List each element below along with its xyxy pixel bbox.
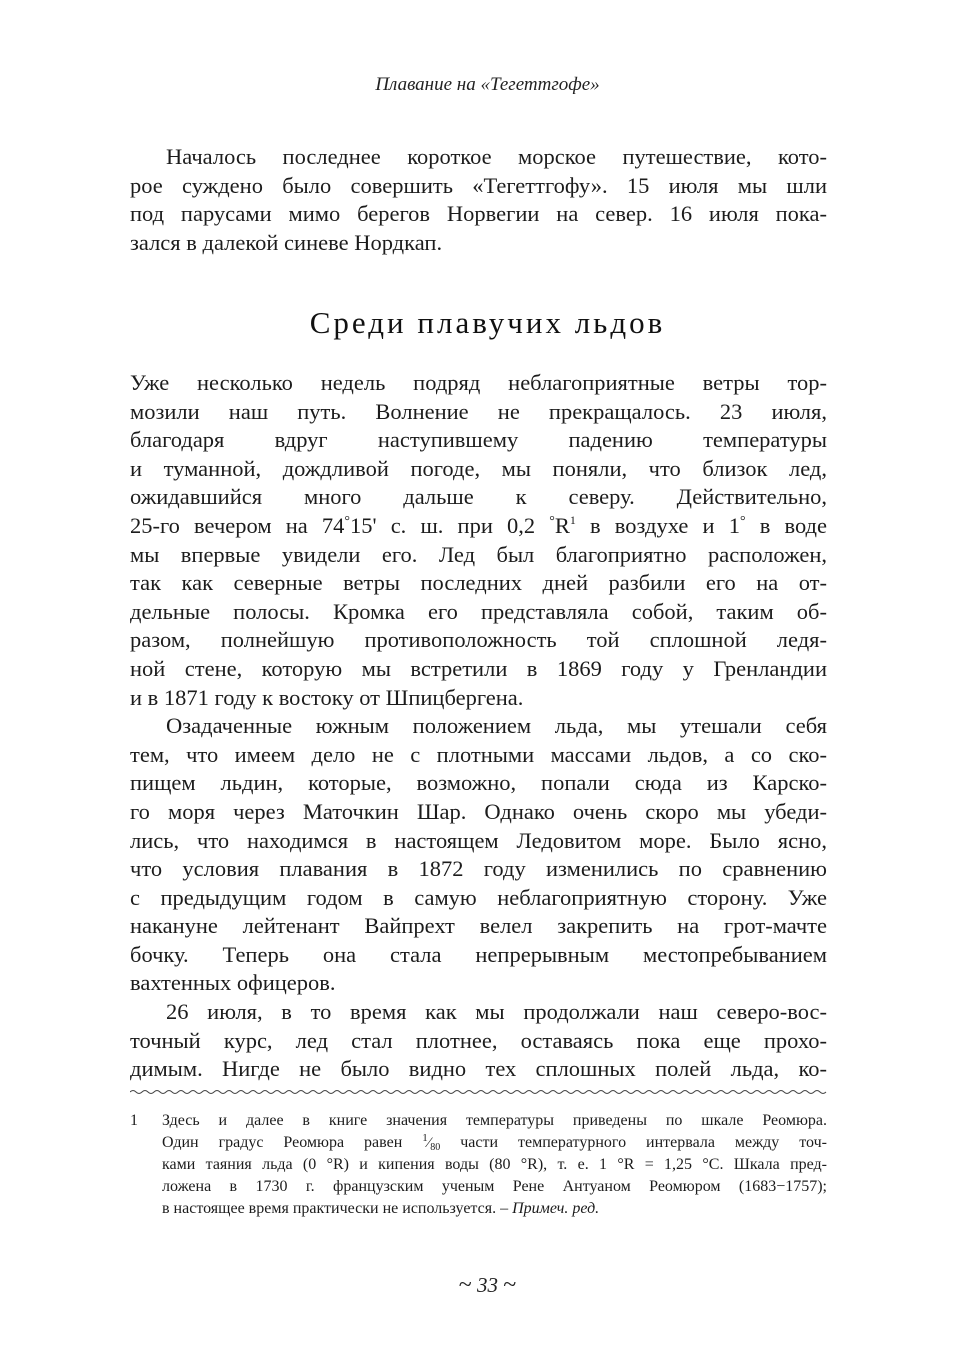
- footnote-separator: [130, 1088, 827, 1096]
- fraction: $^1⁄_{80}$: [422, 1132, 441, 1153]
- text-line: Уже несколько недель подряд неблагоприятные ветры тор-: [130, 370, 827, 395]
- text-line: тем, что имеем дело не с плотными массами льдов, а со ско-: [130, 741, 827, 767]
- text-line: пищем льдин, которые, возможно, попали сюда из Карско-: [130, 770, 827, 796]
- text-line: что условия плавания в 1872 году изменились по сравнению: [130, 856, 827, 882]
- intro-paragraph: [130, 143, 827, 257]
- footnote-line: в настоящее время практически не используется. – Примеч. ред.: [162, 1200, 600, 1217]
- footnote-reference[interactable]: 1: [569, 512, 576, 527]
- text-line: зался в далекой синеве Нордкап.: [130, 229, 443, 255]
- text-line: го моря через Маточкин Шар. Однако очень скоро мы убеди-: [130, 798, 827, 824]
- main-text: [130, 369, 827, 1084]
- text-line: и туманной, дождливой погоде, мы поняли, что близок лед,: [130, 455, 827, 481]
- folio-ornament-left: ~: [458, 1272, 472, 1298]
- footnote-line: Здесь и далее в книге значения температуры приведены по шкале Реомюра.: [162, 1112, 827, 1129]
- section-title: Среди плавучих льдов: [309, 305, 666, 340]
- text-line-with-footnote-ref: 25-го вечером на 74°15' с. ш. при 0,2 °R$^1$ в воздухе и 1° в воде: [130, 512, 827, 538]
- folio-ornament-right: ~: [503, 1272, 517, 1298]
- text-line: вахтенных офицеров.: [130, 970, 336, 996]
- page-number: [0, 1272, 975, 1299]
- text-line: Озадаченные южным положением льда, мы утешали себя: [166, 713, 827, 739]
- text-line: 26 июля, в то время как мы продолжали наш северо-вос-: [166, 999, 827, 1025]
- running-head: Плавание на «Тегеттгофе»: [375, 74, 600, 95]
- text-line: ной стене, которую мы встретили в 1869 году у Гренландии: [130, 655, 827, 681]
- text-line: так как северные ветры последних дней разбили его на от-: [130, 570, 827, 596]
- text-line: рое суждено было совершить «Тегеттгофу». 15 июля мы шли: [130, 172, 827, 198]
- text-line: накануне лейтенант Вайпрехт велел закрепить на грот-мачте: [130, 913, 827, 939]
- text-line: под парусами мимо берегов Норвегии на север. 16 июля пока-: [130, 201, 827, 227]
- page-number-value: 33: [477, 1273, 498, 1297]
- text-line: бочку. Теперь она стала непрерывным местопребыванием: [130, 941, 827, 967]
- text-line: с предыдущим годом в самую неблагоприятную сторону. Уже: [130, 884, 827, 910]
- footnote-line: ками таяния льда (0 °R) и кипения воды (80 °R), т. е. 1 °R = 1,25 °С. Шкала пред-: [162, 1156, 827, 1173]
- text-line: благодаря вдруг наступившему падению температуры: [130, 427, 827, 453]
- editor-note: – Примеч. ред.: [500, 1200, 600, 1217]
- text-line: мы впервые увидели его. Лед был благоприятно расположен,: [130, 541, 827, 567]
- text-line: ожидавшийся много дальше к северу. Действительно,: [130, 484, 827, 510]
- text-line: Началось последнее короткое морское путешествие, кото-: [166, 144, 827, 169]
- text-line: разом, полнейшую противоположность той сплошной ледя-: [130, 627, 827, 653]
- text-line: и в 1871 году к востоку от Шпицбергена.: [130, 684, 524, 710]
- text-line: димым. Нигде не было видно тех сплошных полей льда, ко-: [130, 1056, 827, 1082]
- footnote-line: Один градус Реомюра равен $^1⁄_{80}$ части температурного интервала между точ-: [162, 1132, 828, 1153]
- text-line: дельные полосы. Кромка его представляла собой, таким об-: [130, 598, 827, 624]
- text-line: лись, что находимся в настоящем Ледовитом море. Было ясно,: [130, 827, 827, 853]
- footnote-text: [162, 1110, 827, 1220]
- text-line: мозили наш путь. Волнение не прекращалось. 23 июля,: [130, 398, 827, 424]
- footnote-line: ложена в 1730 г. французским ученым Рене Антуаном Реомюром (1683−1757);: [162, 1178, 827, 1195]
- footnote-number: 1: [130, 1112, 138, 1129]
- text-line: точный курс, лед стал плотнее, оставаясь пока еще прохо-: [130, 1027, 827, 1053]
